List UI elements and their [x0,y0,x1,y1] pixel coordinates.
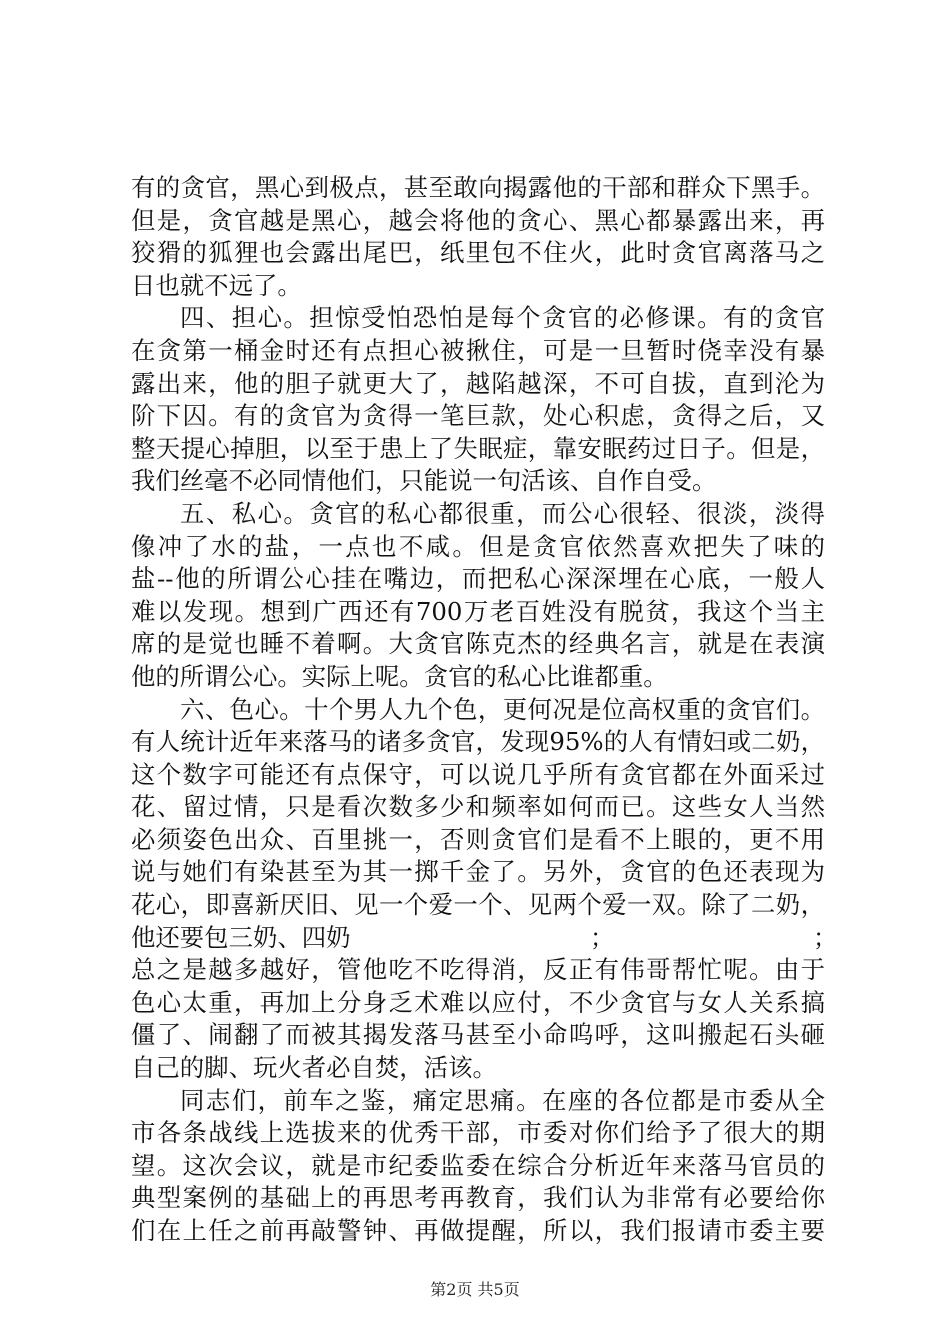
text-line-with-gaps [131,922,838,955]
semicolon-mark: ； [813,922,838,952]
text-line: 僵了、闹翻了而被其揭发落马甚至小命呜呼，这叫搬起石头砸 [131,1020,825,1050]
text-line: 必须姿色出众、百里挑一，否则贪官们是看不上眼的，更不用 [131,824,825,854]
text-line: 色心太重，再加上分身乏术难以应付，不少贪官与女人关系搞 [131,987,825,1017]
text-line: 望。这次会议，就是市纪委监委在综合分析近年来落马官员的 [131,1150,825,1180]
text-line: 们在上任之前再敲警钟、再做提醒，所以，我们报请市委主要 [131,1216,825,1245]
text-line: 阶下囚。有的贪官为贪得一笔巨款，处心积虑，贪得之后，又 [131,401,825,431]
text-line: 整天提心掉胆，以至于患上了失眠症，靠安眠药过日子。但是， [131,433,825,463]
text-line: 在贪第一桶金时还有点担心被揪住，可是一旦暂时侥幸没有暴 [131,335,825,365]
text-line: 像冲了水的盐，一点也不咸。但是贪官依然喜欢把失了味的 [131,531,825,561]
text-line: 有的贪官，黑心到极点，甚至敢向揭露他的干部和群众下黑手。 [131,173,825,202]
text-line: 花心，即喜新厌旧、见一个爱一个、见两个爱一双。除了二奶， [131,890,825,920]
text-line: 市各条战线上选拔来的优秀干部，市委对你们给予了很大的期 [131,1118,825,1148]
page-number-footer: 第2页 共5页 [430,1280,520,1299]
text-line: 这个数字可能还有点保守，可以说几乎所有贪官都在外面采过 [131,759,825,789]
text-line: 盐--他的所谓公心挂在嘴边，而把私心深深埋在心底，一般人 [131,564,825,594]
document-body [131,172,838,1248]
text-line: 狡猾的狐狸也会露出尾巴，纸里包不住火，此时贪官离落马之 [131,238,825,268]
text-line: 花、留过情，只是看次数多少和频率如何而已。这些女人当然 [131,792,825,822]
text-line: 难以发现。想到广西还有700万老百姓没有脱贫，我这个当主 [131,596,825,626]
paragraph-start-line: 同志们，前车之鉴，痛定思痛。在座的各位都是市委从全 [180,1085,825,1115]
text-line: 他的所谓公心。实际上呢。贪官的私心比谁都重。 [131,661,668,691]
paragraph-start-line: 四、担心。担惊受怕恐怕是每个贪官的必修课。有的贪官 [180,303,825,333]
semicolon-mark: ； [590,922,615,952]
text-line: 说与她们有染甚至为其一掷千金了。另外，贪官的色还表现为 [131,857,825,887]
text-line: 典型案例的基础上的再思考再教育，我们认为非常有必要给你 [131,1183,825,1213]
paragraph-start-line: 六、色心。十个男人九个色，更何况是位高权重的贪官们。 [180,694,825,724]
text-line: 席的是觉也睡不着啊。大贪官陈克杰的经典名言，就是在表演 [131,629,825,659]
text-line: 自己的脚、玩火者必自焚，活该。 [131,1053,497,1083]
text-line: 露出来，他的胆子就更大了，越陷越深，不可自拔，直到沦为 [131,368,825,398]
text-line: 但是，贪官越是黑心，越会将他的贪心、黑心都暴露出来，再 [131,205,825,235]
paragraph-start-line: 五、私心。贪官的私心都很重，而公心很轻、很淡，淡得 [180,498,825,528]
text-segment: 他还要包三奶、四奶 [131,922,351,952]
text-line: 总之是越多越好，管他吃不吃得消，反正有伟哥帮忙呢。由于 [131,955,825,985]
text-line: 我们丝毫不必同情他们，只能说一句活该、自作自受。 [131,466,717,496]
text-line: 有人统计近年来落马的诸多贪官，发现95%的人有情妇或二奶， [131,727,825,757]
text-line: 日也就不远了。 [131,270,302,300]
